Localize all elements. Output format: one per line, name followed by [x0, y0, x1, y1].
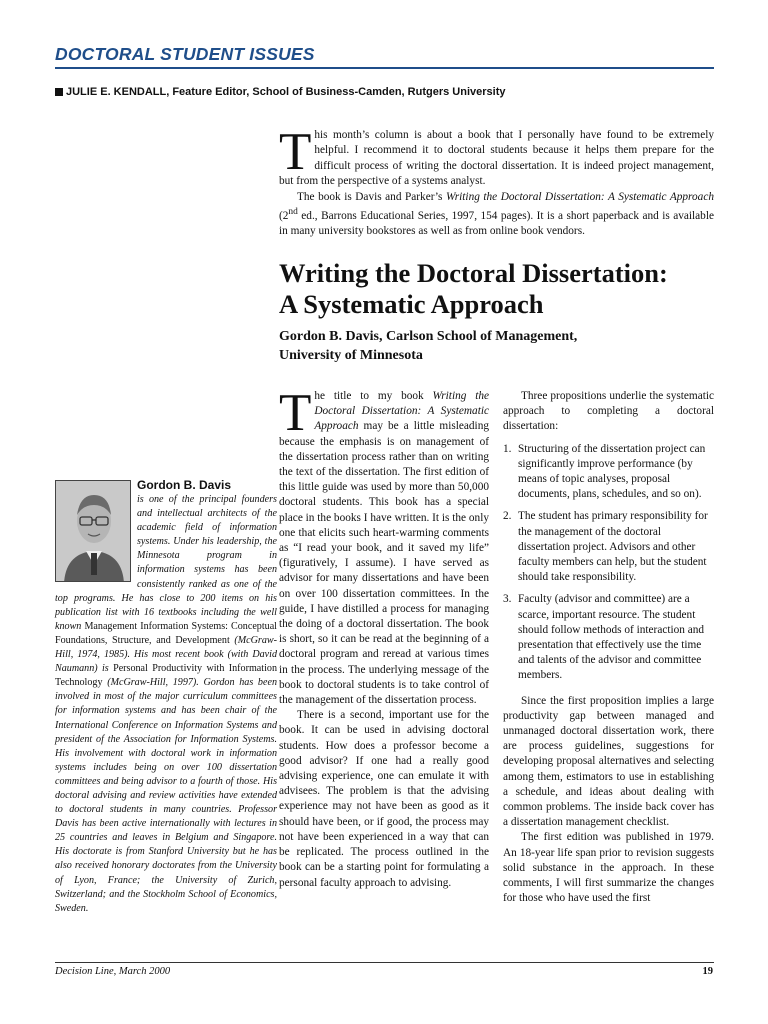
body-column-1 [279, 384, 489, 891]
col1-paragraph-2: There is a second, important use for the book. It can be used in advising doctoral students. How does a professor become a good advisor? If one had a really good advising experience, one can emulate it with advisees. The problem is that the advising experience may not have been as good as it should have been, or if good, the process may not have been experienced in a way that can be replicated. The process outlined in the book can be a starting point for formulating a personal faculty approach to advising. [279, 709, 489, 889]
edition-superscript: nd [288, 207, 298, 218]
book-title-ref: Personal Productivity with Information Technology [55, 663, 277, 689]
article-title [279, 258, 719, 320]
bio-text-part: (McGraw-Hill, 1997). Gordon has been involved in most of the major curriculum committees for information systems and has been chair of the International Conference on Information Systems and president of the Association for Information Systems. His involvement with doctoral work in information systems includes being on over 100 dissertation committees and being advisor to a fourth of those. His doctoral advising and review activities have extended to doctoral students in many countries. Professor Davis has been active internationally with lectures in 25 countries and leaves in Belgium and Singapore. His doctorate is from Stanford University but he has also received honorary doctorates from the University of Lyon, France; the University of Zurich, Switzerland; and the Stockholm School of Economics, Sweden. [55, 677, 277, 914]
square-bullet-icon [55, 88, 63, 96]
title-line-1: Writing the Doctoral Dissertation: [279, 258, 668, 288]
intro-p2-end: ed., Barrons Educational Series, 1997, 154 pages). It is a short paperback and is available in many university bookstores as well as from online book vendors. [279, 209, 714, 238]
intro-p1-text: his month’s column is about a book that I personally have found to be extremely helpful. I recommend it to doctoral students because it helps them prepare for the difficult process of writing the doctoral dissertation. It is indeed project management, but from the perspective of a systems analyst. [279, 129, 714, 188]
section-title: DOCTORAL STUDENT ISSUES [55, 44, 315, 64]
col2-paragraph-2: Since the first proposition implies a large productivity gap between managed and unmanaged doctoral dissertation work, there are process guidelines, suggestions for developing proposal alternatives and selecting among them, estimators to use in establishing a schedule, and ideas about dealing with common problems. The inside back cover has a dissertation management checklist. [503, 694, 714, 829]
col2-intro: Three propositions underlie the systematic approach to completing a doctoral dissertation: [503, 390, 714, 433]
intro-paragraph-1 [279, 123, 714, 190]
list-number: 2. [503, 510, 512, 523]
drop-cap: T [279, 123, 312, 181]
editor-line [55, 86, 505, 98]
list-number: 3. [503, 593, 512, 606]
col1-paragraph-1 [279, 384, 489, 708]
list-text: Structuring of the dissertation project can significantly improve performance (by means of topic analyses, proposal documents, plans, schedules, and so on). [518, 442, 706, 501]
bio-text-part: (McGraw-Hill, 1974, 1985). His most recent book (with David Naumann) is [55, 634, 277, 675]
intro-column [279, 123, 714, 240]
book-title-ref: Management Information Systems: Conceptual Foundations, Structure, and Development [55, 620, 277, 646]
footer-publication: Decision Line, March 2000 [55, 966, 171, 977]
title-line-2: A Systematic Approach [279, 289, 544, 319]
article-author [279, 328, 719, 365]
bio-name: Gordon B. Davis [137, 478, 232, 492]
book-title-ref: Writing the Doctoral Dissertation: A Systematic Approach [314, 390, 489, 433]
bio-text-part: is one of the principal founders and intellectual architects of the academic field of information systems. Under his leadership, the Minnesota program in information systems has been consistently ranked as one of the top programs. He has close to 200 items on his publication list with 16 textbooks including the well known [55, 494, 277, 632]
list-item [503, 442, 714, 503]
intro-p2-start: The book is Davis and Parker’s [297, 190, 446, 203]
list-item [503, 509, 714, 585]
drop-cap: T [279, 384, 312, 442]
list-number: 1. [503, 442, 512, 455]
list-text: The student has primary responsibility for the management of the doctoral dissertation project. Advisors and other faculty members can help, but the student should take responsibility. [518, 510, 708, 584]
footer-rule [55, 962, 714, 963]
col1-p1-a: he title to my book [314, 390, 433, 402]
author-photo [55, 480, 131, 582]
author-line-2: University of Minnesota [279, 347, 423, 363]
col1-p1-b: may be a little misleading because the emphasis is on management of the dissertation process rather than on writing the text of the dissertation. The first edition of this little guide was used by more than 50,000 doctoral students. This book has a special place in the books I have written. It is the only one that elicits such heart-warming comments as “I read your book, and it saved my life” (figuratively, I assume). I have served as advisor for many dissertations and have been on over 100 dissertation committees. In the guide, I have distilled a process for managing the doing of a doctoral dissertation. The book is short, so it can be read at the beginning of a doctoral program and reread at various times in the process. The underlying message of the book to doctoral students is to take control of the management of the dissertation process. [279, 420, 489, 707]
header-rule [55, 67, 714, 69]
intro-p2-edition: (2 [279, 209, 289, 222]
body-column-2 [503, 389, 714, 907]
list-text: Faculty (advisor and committee) are a scarce, important resource. The student should follow methods of interaction and presentation that effectively use the time and talents of the advisor and committee members. [518, 593, 705, 682]
page-number: 19 [702, 966, 713, 977]
col2-paragraph-3: The first edition was published in 1979. An 18-year life span prior to revision suggests solid substance in the approach. In these comments, I will first summarize the changes for those who have used the first [503, 831, 714, 905]
book-title-ref: Writing the Doctoral Dissertation: A Systematic Approach [445, 190, 714, 203]
list-item [503, 592, 714, 683]
propositions-list [503, 442, 714, 684]
intro-paragraph-2 [279, 190, 714, 240]
author-line-1: Gordon B. Davis, Carlson School of Management, [279, 329, 578, 344]
author-bio-sidebar [55, 478, 277, 916]
editor-credit: JULIE E. KENDALL, Feature Editor, School of Business-Camden, Rutgers University [66, 86, 506, 98]
portrait-placeholder-icon [56, 481, 131, 582]
